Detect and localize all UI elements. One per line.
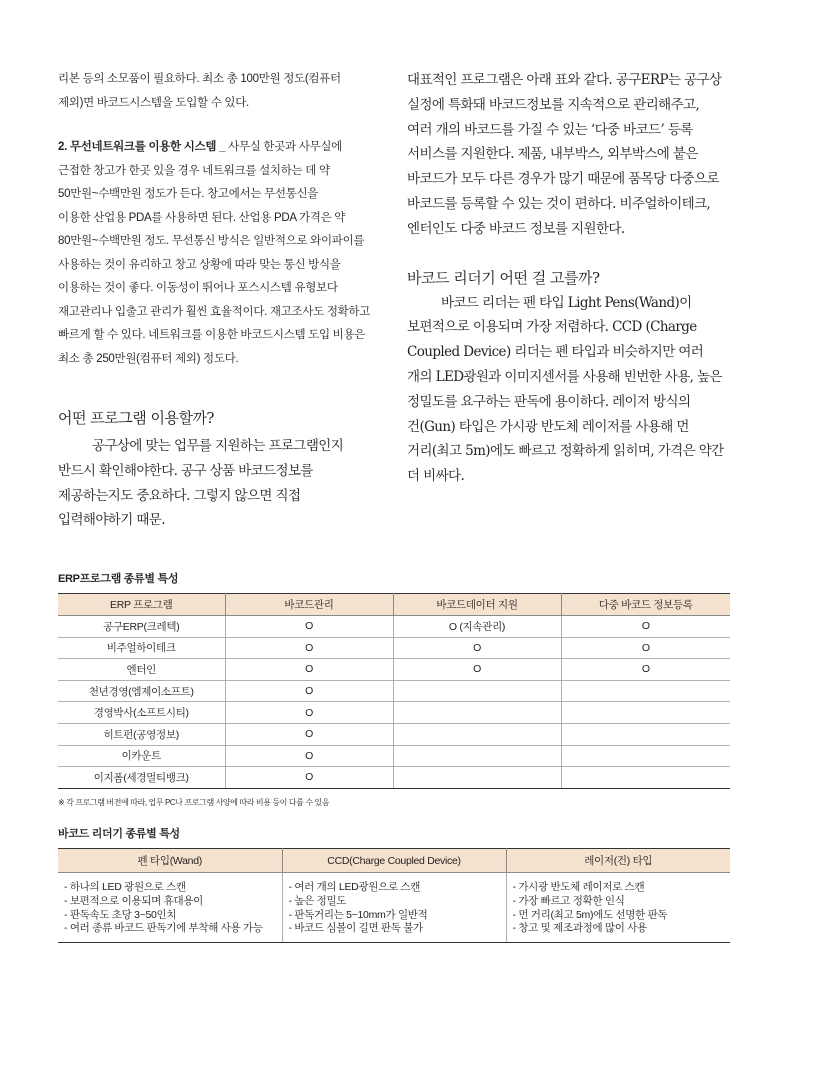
column-header: 다중 바코드 정보등록	[561, 594, 730, 616]
table-cell: O	[225, 723, 393, 745]
table-row	[58, 873, 730, 943]
text-line: 반드시 확인해야한다. 공구 상품 바코드정보를	[58, 462, 313, 479]
text-line: 제공하는지도 중요하다. 그렇지 않으면 직접	[58, 487, 301, 504]
text-line: 공구상에 맞는 업무를 지원하는 프로그램인지	[92, 438, 344, 454]
text-line: 근접한 창고가 한곳 있을 경우 네트워크를 설치하는 데 약	[58, 164, 330, 177]
text-line: 사용하는 것이 유리하고 창고 상황에 따라 맞는 통신 방식을	[58, 258, 341, 271]
text-line: 재고관리나 입출고 관리가 훨씬 효율적이다. 재고조사도 정확하고	[58, 305, 371, 318]
text-line: 80만원~수백만원 정도. 무선통신 방식은 일반적으로 와이파이를	[58, 235, 365, 247]
text-line: 제외)면 바코드시스템을 도입할 수 있다.	[58, 96, 249, 109]
text-line: 바코드 리더는 펜 타입 Light Pens(Wand)이	[441, 294, 692, 311]
text-line: 개의 LED광원과 이미지센서를 사용해 빈번한 사용, 높은	[407, 368, 722, 385]
table-cell: O	[225, 616, 393, 638]
table-cell	[561, 745, 730, 767]
text-line: 이용한 산업용 PDA를 사용하면 된다. 산업용 PDA 가격은 약	[58, 211, 346, 224]
table-cell: O	[225, 767, 393, 789]
column-header: CCD(Charge Coupled Device)	[282, 849, 506, 873]
table-cell: 이지폼(세경멀티뱅크)	[58, 767, 225, 789]
table-footnote: ※ 각 프로그램 버전에 따라, 업무 PC나 프로그램 사양에 따라 비용 등이 다를 수 있음	[58, 798, 330, 807]
table-cell: 천년경영(엠제이소프트)	[58, 680, 225, 702]
table-cell: 비주얼하이테크	[58, 637, 225, 659]
table-cell: O	[393, 637, 561, 659]
list-item: - 여러 종류 바코드 판독기에 부착해 사용 가능	[64, 922, 263, 935]
list-item: - 가장 빠르고 정확한 인식	[512, 894, 625, 907]
table-header-row	[58, 849, 730, 873]
table-cell	[393, 745, 561, 767]
table-row	[58, 723, 730, 745]
column-header: ERP 프로그램	[58, 594, 225, 616]
table-row	[58, 680, 730, 702]
text-line: 최소 총 250만원(컴퓨터 제외) 정도다.	[58, 352, 239, 365]
text-line: 50만원~수백만원 정도가 든다. 창고에서는 무선통신을	[58, 188, 319, 200]
text-line: 엔터인도 다중 바코드 정보를 지원한다.	[407, 220, 625, 237]
table-cell	[393, 680, 561, 702]
table-cell: O	[225, 745, 393, 767]
text-line: 거리(최고 5m)에도 빠르고 정확하게 읽히며, 가격은 약간	[407, 443, 724, 460]
table-row	[58, 659, 730, 681]
text-line: 입력해야하기 때문.	[58, 512, 165, 529]
table-cell: O	[561, 637, 730, 659]
table-cell	[561, 767, 730, 789]
text-line: Coupled Device) 리더는 펜 타입과 비슷하지만 여러	[407, 344, 704, 361]
text-line: 이용하는 것이 좋다. 이동성이 뛰어나 포스시스템 유형보다	[58, 282, 338, 294]
table-cell: 공구ERP(크레텍)	[58, 616, 225, 638]
table-cell	[561, 702, 730, 724]
left-paragraph-1	[58, 68, 388, 115]
right-column	[407, 68, 737, 489]
text-line: 보편적으로 이용되며 가장 저렴하다. CCD (Charge	[407, 319, 697, 336]
erp-table-title: ERP프로그램 종류별 특성	[58, 573, 179, 585]
text-line: 더 비싸다.	[407, 468, 465, 485]
table-cell: O	[225, 659, 393, 681]
text-line: 여러 개의 바코드를 가질 수 있는 ‘다중 바코드’ 등록	[407, 121, 693, 138]
table-header-row	[58, 594, 730, 616]
text-line: 대표적인 프로그램은 아래 표와 같다. 공구ERP는 공구상	[407, 72, 722, 88]
table-cell: O	[225, 702, 393, 724]
table-cell	[561, 680, 730, 702]
right-paragraph-1	[407, 68, 737, 242]
table-cell: O	[561, 659, 730, 681]
left-column	[58, 68, 388, 533]
table-cell: O	[225, 637, 393, 659]
text-line: 정밀도를 요구하는 판독에 용이하다. 레이저 방식의	[407, 393, 691, 410]
list-item: - 판독거리는 5~10mm가 일반적	[288, 908, 428, 921]
text-line: 바코드가 모두 다른 경우가 많기 때문에 품목당 다중으로	[407, 171, 719, 188]
list-item: - 창고 및 제조과정에 많이 사용	[512, 922, 647, 935]
left-paragraph-2	[58, 136, 388, 371]
table-cell	[58, 873, 282, 943]
text-line: 서비스를 지원한다. 제품, 내부박스, 외부박스에 붙은	[407, 146, 698, 163]
table-cell	[282, 873, 506, 943]
table-row	[58, 745, 730, 767]
table-cell: 경영박사(소프트시티)	[58, 702, 225, 724]
table-cell	[561, 723, 730, 745]
section-heading: 어떤 프로그램 이용할까?	[58, 409, 214, 427]
table-cell: 히트펀(공영정보)	[58, 723, 225, 745]
list-item: - 바코드 심볼이 길면 판독 불가	[288, 922, 423, 935]
reader-table-title: 바코드 리더기 종류별 특성	[58, 828, 180, 840]
text-line: 리본 등의 소모품이 필요하다. 최소 총 100만원 정도(컴퓨터	[58, 73, 341, 85]
table-cell: O (지속관리)	[393, 616, 561, 638]
table-cell	[506, 873, 730, 943]
column-header: 바코드관리	[225, 594, 393, 616]
table-row	[58, 767, 730, 789]
table-cell	[393, 767, 561, 789]
column-header: 바코드데이터 지원	[393, 594, 561, 616]
list-item: - 가시광 반도체 레이저로 스캔	[512, 881, 645, 893]
text-line: 건(Gun) 타입은 가시광 반도체 레이저를 사용해 먼	[407, 418, 689, 435]
text-line: 실정에 특화돼 바코드정보를 지속적으로 관리해주고,	[407, 96, 700, 113]
text-line: 빠르게 할 수 있다. 네트워크를 이용한 바코드시스템 도입 비용은	[58, 329, 366, 341]
list-item: - 보편적으로 이용되며 휴대용이	[64, 894, 204, 907]
left-paragraph-3	[58, 434, 388, 533]
table-cell: 이카운트	[58, 745, 225, 767]
table-cell	[393, 723, 561, 745]
table-row	[58, 702, 730, 724]
table-row	[58, 616, 730, 638]
table-cell: 엔터인	[58, 659, 225, 681]
text-line: 바코드를 등록할 수 있는 것이 편하다. 비주얼하이테크,	[407, 195, 711, 212]
table-cell: O	[393, 659, 561, 681]
column-header: 펜 타입(Wand)	[58, 849, 282, 873]
list-item: - 높은 정밀도	[288, 894, 347, 907]
text-line-tail: 사무실 한곳과 사무실에	[225, 141, 342, 153]
table-cell: O	[561, 616, 730, 638]
list-item: - 판독속도 초당 3~50인치	[64, 908, 177, 921]
list-item: - 여러 개의 LED광원으로 스캔	[288, 881, 421, 893]
table-cell: O	[225, 680, 393, 702]
column-header: 레이저(건) 타입	[506, 849, 730, 873]
subsection-heading: 2. 무선네트워크를 이용한 시스템 _	[58, 141, 226, 153]
table-cell	[393, 702, 561, 724]
list-item: - 하나의 LED 광원으로 스캔	[64, 881, 186, 893]
list-item: - 먼 거리(최고 5m)에도 선명한 판독	[512, 908, 668, 921]
reader-table	[58, 848, 730, 943]
right-paragraph-2	[407, 291, 737, 489]
text-line	[58, 136, 388, 160]
table-row	[58, 637, 730, 659]
section-heading: 바코드 리더기 어떤 걸 고를까?	[407, 268, 600, 287]
erp-table	[58, 593, 730, 789]
